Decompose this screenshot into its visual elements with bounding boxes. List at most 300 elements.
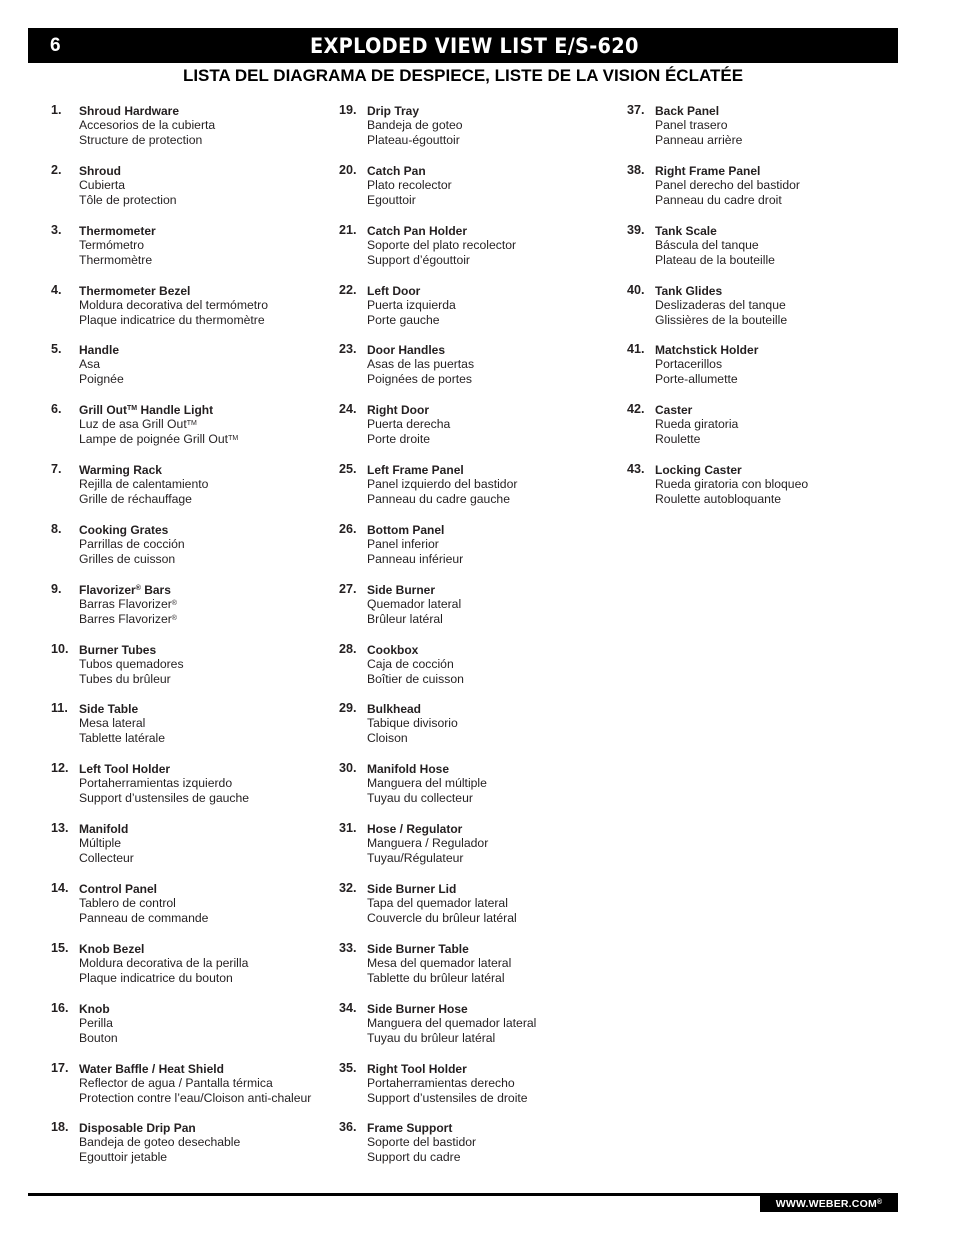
trademark-mark: ® [171, 614, 177, 622]
part-name-en [79, 523, 185, 537]
part-name-en [367, 643, 464, 657]
part-name-fr-text: Panneau inférieur [367, 551, 464, 566]
part-name-en [79, 643, 184, 657]
part-name-en [367, 882, 517, 896]
part-number: 5. [51, 342, 62, 357]
part-name-fr [367, 313, 456, 328]
part-name-en [367, 403, 450, 417]
part-number: 8. [51, 521, 62, 536]
part-name-en [367, 164, 452, 178]
part-number: 1. [51, 103, 62, 117]
part-name-fr-text: Tablette du brûleur latéral [367, 970, 505, 985]
part-names [79, 822, 134, 866]
part-name-es-text: Múltiple [79, 836, 121, 851]
part-number: 10. [51, 641, 69, 656]
part-number: 7. [51, 462, 62, 477]
part-name-en [79, 942, 248, 956]
part-name-en [367, 1121, 476, 1135]
part-names [655, 284, 787, 328]
part-name-es [655, 178, 800, 193]
part-name-fr-text: Tuyau du collecteur [367, 791, 473, 806]
part-name-es-text: Rueda giratoria [655, 417, 739, 432]
part-name-fr-text: Protection contre l’eau/Cloison anti-chaleur [79, 1090, 312, 1105]
part-name-es [367, 118, 463, 133]
part-number: 38. [627, 162, 645, 177]
part-names [79, 762, 249, 806]
part-name-fr-text: Egouttoir [367, 192, 416, 207]
part-name-fr-text: Support d’ustensiles de droite [367, 1090, 528, 1105]
part-names [79, 1002, 118, 1046]
part-name-en-text: Water Baffle / Heat Shield [79, 1061, 224, 1076]
part-name-es [367, 477, 517, 492]
part-names [367, 343, 474, 387]
part-number: 12. [51, 761, 69, 776]
part-names [367, 583, 461, 627]
part-name-en [79, 762, 249, 776]
footer-url-text: WWW.WEBER.COM [775, 1198, 877, 1210]
part-name-es-text: Perilla [79, 1015, 113, 1030]
part-name-en-text: Matchstick Holder [655, 343, 759, 358]
part-name-es [655, 477, 808, 492]
part-number: 6. [51, 402, 62, 417]
part-name-fr [367, 911, 517, 926]
part-name-es [79, 657, 184, 672]
part-names [79, 224, 156, 268]
part-name-es [367, 178, 452, 193]
part-name-es [79, 537, 185, 552]
part-names [367, 224, 516, 268]
part-name-fr-text: Poignée [79, 372, 124, 387]
part-number: 43. [627, 462, 645, 477]
part-name-es-text: Puerta derecha [367, 417, 451, 432]
part-name-fr [79, 791, 249, 806]
part-name-es [79, 1016, 118, 1031]
part-name-en [367, 224, 516, 238]
part-name-en [367, 1002, 536, 1016]
part-name-fr-text: Roulette [655, 432, 701, 447]
part-name-fr [367, 253, 516, 268]
part-name-en-text: Right Tool Holder [367, 1061, 467, 1076]
part-name-en-text: Side Burner [367, 582, 436, 597]
part-name-fr-text: Thermomètre [79, 252, 153, 267]
part-name-fr [79, 731, 165, 746]
part-name-en [79, 463, 208, 477]
part-name-es [367, 896, 517, 911]
part-number: 18. [51, 1120, 69, 1135]
part-name-en-text: Shroud Hardware [79, 104, 180, 118]
part-name-en [79, 403, 238, 417]
part-name-en [367, 942, 511, 956]
part-name-fr-text: Glissières de la bouteille [655, 312, 788, 327]
part-number: 26. [339, 521, 357, 536]
part-names [79, 882, 208, 926]
part-name-en [367, 284, 456, 298]
part-name-en-text: Flavorizer [79, 582, 136, 597]
part-number: 20. [339, 162, 357, 177]
part-name-es-text: Tubos quemadores [79, 656, 184, 671]
part-names [79, 1062, 311, 1106]
part-name-es-text: Asa [79, 357, 101, 372]
part-name-es-text: Bandeja de goteo desechable [79, 1135, 241, 1150]
part-name-en [79, 1002, 118, 1016]
part-name-es [367, 597, 461, 612]
part-name-fr-text: Panneau de commande [79, 910, 209, 925]
part-name-es-text: Deslizaderas del tanque [655, 297, 786, 312]
part-name-fr-text: Panneau du cadre gauche [367, 492, 510, 507]
part-name-es [79, 298, 268, 313]
part-name-es-text: Barras Flavorizer [79, 596, 172, 611]
part-name-en [79, 1121, 240, 1135]
part-names [367, 1002, 536, 1046]
part-name-en [79, 164, 177, 178]
part-number: 24. [339, 402, 357, 417]
trademark-mark: ® [171, 599, 177, 607]
part-name-en-text: Shroud [79, 163, 121, 178]
part-names [79, 702, 165, 746]
part-name-es-text: Rueda giratoria con bloqueo [655, 477, 809, 492]
header-bar [28, 28, 898, 63]
part-name-en-text: Side Burner Table [367, 941, 469, 956]
part-name-es [367, 238, 516, 253]
part-name-en-text: Drip Tray [367, 104, 420, 118]
part-name-es [79, 357, 124, 372]
part-names [655, 343, 758, 387]
part-name-en [655, 104, 742, 118]
part-number: 33. [339, 940, 357, 955]
part-name-en-text: Catch Pan Holder [367, 223, 468, 238]
part-name-fr [367, 971, 511, 986]
part-name-fr-text: Plateau de la bouteille [655, 252, 775, 267]
part-name-fr [367, 1091, 528, 1106]
part-name-fr-text: Porte gauche [367, 312, 440, 327]
part-name-fr [367, 791, 487, 806]
part-name-es [79, 417, 238, 432]
part-number: 17. [51, 1060, 69, 1075]
part-name-fr [79, 432, 238, 447]
part-name-fr [79, 1091, 311, 1106]
part-name-en [367, 583, 461, 597]
part-names [79, 164, 177, 208]
part-names [79, 343, 124, 387]
part-name-fr-text: Collecteur [79, 851, 134, 866]
part-name-es-text: Portacerillos [655, 357, 723, 372]
part-number: 31. [339, 821, 357, 836]
part-name-es [79, 178, 177, 193]
part-name-en-text: Knob Bezel [79, 941, 145, 956]
part-name-fr [367, 193, 452, 208]
part-names [655, 104, 742, 148]
part-name-es-text: Reflector de agua / Pantalla térmica [79, 1075, 273, 1090]
part-name-es [79, 1076, 311, 1091]
part-names [367, 1121, 476, 1165]
part-name-fr [367, 432, 450, 447]
part-name-es-text: Portaherramientas derecho [367, 1075, 515, 1090]
part-name-fr [655, 313, 787, 328]
part-name-es [79, 716, 165, 731]
part-number: 35. [339, 1060, 357, 1075]
part-number: 19. [339, 103, 357, 117]
part-name-fr [367, 133, 463, 148]
part-name-fr [79, 313, 268, 328]
part-number: 41. [627, 342, 645, 357]
part-number: 15. [51, 940, 69, 955]
part-names [367, 403, 450, 447]
part-name-fr [655, 253, 775, 268]
part-name-en-text: Hose / Regulator [367, 822, 463, 837]
part-name-es-text: Caja de cocción [367, 656, 454, 671]
part-name-es-text: Luz de asa Grill Out [79, 417, 187, 432]
part-name-en-text: Control Panel [79, 881, 158, 896]
part-name-fr-text: Tuyau du brûleur latéral [367, 1030, 496, 1045]
part-name-en [655, 403, 738, 417]
part-names [367, 762, 487, 806]
part-name-en-suffix: Handle Light [137, 403, 214, 418]
part-name-es [79, 597, 177, 612]
part-name-es [79, 477, 208, 492]
part-names [655, 403, 738, 447]
part-name-fr [655, 492, 808, 507]
part-name-fr [655, 193, 800, 208]
part-names [367, 1062, 528, 1106]
part-name-es-text: Panel inferior [367, 536, 439, 551]
part-names [655, 164, 800, 208]
part-name-en-text: Caster [655, 403, 693, 418]
part-name-es [367, 716, 458, 731]
part-name-es-text: Quemador lateral [367, 596, 462, 611]
part-name-es [367, 298, 456, 313]
part-name-en [367, 343, 474, 357]
part-name-en-text: Thermometer Bezel [79, 283, 191, 298]
part-names [367, 104, 463, 148]
part-name-es-text: Báscula del tanque [655, 237, 759, 252]
part-name-fr-text: Tôle de protection [79, 192, 177, 207]
part-name-en-text: Tank Scale [655, 223, 717, 238]
part-names [79, 463, 208, 507]
part-names [79, 942, 248, 986]
part-name-fr [79, 1150, 240, 1165]
part-name-fr [367, 1031, 536, 1046]
part-name-en-text: Right Door [367, 403, 429, 418]
part-name-es [367, 836, 488, 851]
part-names [655, 463, 808, 507]
part-name-en-text: Bulkhead [367, 702, 422, 717]
part-name-fr-text: Support d’ustensiles de gauche [79, 791, 250, 806]
part-name-en [367, 523, 463, 537]
part-name-es-text: Manguera / Regulador [367, 836, 489, 851]
part-name-fr-text: Egouttoir jetable [79, 1150, 168, 1165]
part-name-es [367, 1016, 536, 1031]
part-name-es-text: Portaherramientas izquierdo [79, 776, 233, 791]
part-number: 32. [339, 880, 357, 895]
part-name-es [367, 956, 511, 971]
part-name-fr [367, 1150, 476, 1165]
part-name-en-text: Frame Support [367, 1121, 453, 1136]
page-title: EXPLODED VIEW LIST E/S-620 [310, 34, 639, 58]
part-name-en-suffix: Bars [140, 582, 171, 597]
part-name-fr [655, 372, 758, 387]
part-name-en-text: Knob [79, 1001, 110, 1016]
registered-mark: ® [876, 1199, 883, 1206]
part-number: 40. [627, 282, 645, 297]
part-name-fr-text: Tubes du brûleur [79, 671, 171, 686]
part-name-en [79, 1062, 311, 1076]
part-name-es [367, 357, 474, 372]
part-name-es [655, 357, 758, 372]
part-name-fr [79, 193, 177, 208]
part-name-fr [79, 552, 185, 567]
part-name-es-text: Parrillas de cocción [79, 536, 185, 551]
part-names [79, 284, 268, 328]
part-number: 11. [51, 701, 68, 716]
part-names [367, 643, 464, 687]
part-name-es-text: Puerta izquierda [367, 297, 456, 312]
part-name-es-text: Rejilla de calentamiento [79, 477, 209, 492]
part-name-fr [367, 552, 463, 567]
part-name-es-text: Cubierta [79, 177, 126, 192]
part-name-es-text: Bandeja de goteo [367, 118, 463, 132]
part-name-en-text: Left Frame Panel [367, 463, 464, 478]
part-name-en-text: Back Panel [655, 104, 720, 118]
trademark-mark: TM [228, 435, 239, 443]
part-name-en [79, 882, 208, 896]
part-name-en-text: Left Tool Holder [79, 762, 171, 777]
part-name-en-text: Left Door [367, 283, 421, 298]
part-name-fr-text: Tuyau/Régulateur [367, 851, 464, 866]
part-name-es-text: Asas de las puertas [367, 357, 475, 372]
part-name-en [655, 224, 775, 238]
part-names [367, 822, 488, 866]
part-name-en-text: Right Frame Panel [655, 163, 761, 178]
part-name-es [655, 298, 787, 313]
part-name-fr-text: Lampe de poignée Grill Out [79, 432, 229, 447]
part-name-en-text: Grill Out [79, 403, 127, 418]
part-number: 27. [339, 581, 357, 596]
part-name-es-text: Panel derecho del bastidor [655, 177, 800, 192]
part-name-fr-text: Cloison [367, 731, 408, 746]
part-name-fr [367, 372, 474, 387]
part-name-fr-text: Barres Flavorizer [79, 611, 172, 626]
part-name-en-text: Locking Caster [655, 463, 742, 478]
part-number: 3. [51, 222, 62, 237]
part-name-en-text: Burner Tubes [79, 642, 157, 657]
trademark-mark: TM [186, 420, 197, 428]
part-name-en-text: Manifold Hose [367, 762, 450, 777]
part-name-es-text: Tablero de control [79, 895, 176, 910]
part-name-en [655, 463, 808, 477]
part-name-es [655, 417, 738, 432]
part-name-fr-text: Plaque indicatrice du thermomètre [79, 312, 265, 327]
part-names [79, 583, 177, 627]
part-number: 30. [339, 761, 357, 776]
part-number: 22. [339, 282, 357, 297]
part-name-es-text: Manguera del múltiple [367, 776, 487, 791]
part-number: 37. [627, 103, 645, 117]
part-number: 16. [51, 1000, 69, 1015]
part-name-fr-text: Support du cadre [367, 1150, 461, 1165]
part-name-en-text: Bottom Panel [367, 522, 445, 537]
part-name-en-text: Cookbox [367, 642, 419, 657]
part-name-en-text: Disposable Drip Pan [79, 1121, 196, 1136]
part-name-fr [79, 971, 248, 986]
part-name-en [655, 284, 787, 298]
part-number: 9. [51, 581, 62, 596]
part-names [367, 882, 517, 926]
part-name-es [79, 238, 156, 253]
part-number: 39. [627, 222, 645, 237]
part-number: 23. [339, 342, 357, 357]
part-name-es [367, 1135, 476, 1150]
part-name-fr-text: Porte droite [367, 432, 431, 447]
part-name-es [79, 776, 249, 791]
part-name-en [79, 822, 134, 836]
part-name-en-text: Cooking Grates [79, 522, 169, 537]
part-name-es-text: Tapa del quemador lateral [367, 895, 508, 910]
trademark-mark: TM [127, 405, 138, 413]
page-number: 6 [50, 35, 61, 56]
part-name-en [79, 104, 215, 118]
part-name-fr [367, 492, 517, 507]
part-name-en [367, 702, 458, 716]
part-name-fr-text: Panneau arrière [655, 133, 743, 147]
part-name-fr [79, 133, 215, 148]
part-names [367, 463, 517, 507]
part-name-es [79, 1135, 240, 1150]
part-name-en [367, 762, 487, 776]
part-name-fr-text: Grille de réchauffage [79, 492, 192, 507]
part-name-en-text: Catch Pan [367, 163, 426, 178]
footer-url[interactable] [760, 1196, 898, 1212]
part-name-es-text: Panel izquierdo del bastidor [367, 477, 518, 492]
part-name-en-text: Side Burner Hose [367, 1001, 468, 1016]
part-name-fr-text: Bouton [79, 1030, 118, 1045]
part-names [367, 702, 458, 746]
part-name-fr-text: Couvercle du brûleur latéral [367, 910, 517, 925]
part-name-en-text: Warming Rack [79, 463, 162, 478]
part-name-en-text: Side Burner Lid [367, 881, 457, 896]
part-number: 4. [51, 282, 62, 297]
part-name-es [655, 118, 742, 133]
part-name-fr [79, 851, 134, 866]
part-name-es-text: Panel trasero [655, 118, 728, 132]
part-name-fr [367, 672, 464, 687]
part-number: 34. [339, 1000, 357, 1015]
part-name-en-text: Handle [79, 343, 120, 358]
part-names [79, 523, 185, 567]
part-name-fr [367, 612, 461, 627]
part-number: 21. [339, 222, 357, 237]
part-name-en-text: Side Table [79, 702, 139, 717]
part-name-en [79, 702, 165, 716]
part-names [367, 284, 456, 328]
page-subtitle: LISTA DEL DIAGRAMA DE DESPIECE, LISTE DE LA VISION ÉCLATÉE [182, 66, 744, 85]
part-name-es-text: Plato recolector [367, 177, 452, 192]
part-number: 42. [627, 402, 645, 417]
part-name-es [79, 836, 134, 851]
part-name-fr-text: Tablette latérale [79, 731, 166, 746]
part-name-en-text: Tank Glides [655, 283, 723, 298]
part-name-fr-text: Plaque indicatrice du bouton [79, 970, 233, 985]
part-name-es [367, 657, 464, 672]
part-name-fr [367, 731, 458, 746]
part-name-es-text: Soporte del bastidor [367, 1135, 477, 1150]
part-names [367, 164, 452, 208]
part-name-es [367, 417, 450, 432]
part-name-es [367, 537, 463, 552]
part-name-es [79, 896, 208, 911]
part-name-fr [79, 672, 184, 687]
part-number: 25. [339, 462, 357, 477]
part-name-en-text: Door Handles [367, 343, 446, 358]
